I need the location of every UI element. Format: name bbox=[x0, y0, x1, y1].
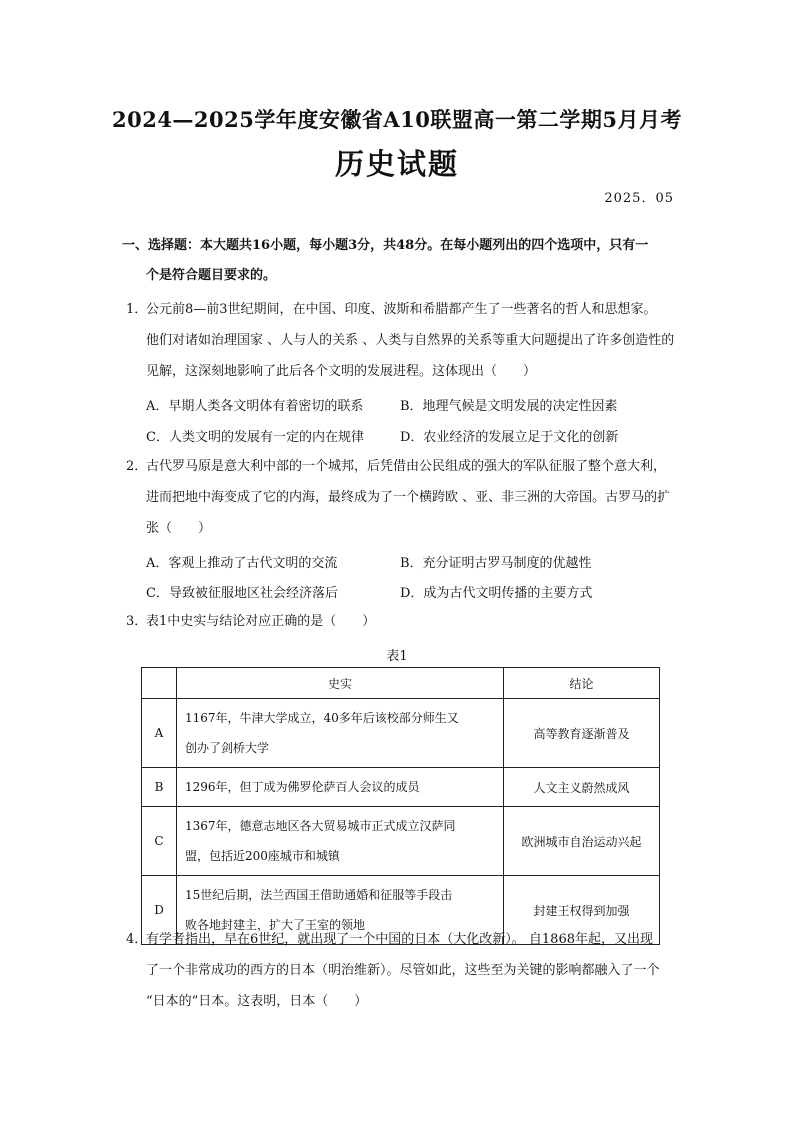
row-fact-line: 败各地封建主，扩大了王室的领地 bbox=[185, 918, 366, 932]
question-3 bbox=[126, 606, 686, 637]
question-number: 4． bbox=[126, 932, 148, 947]
option-d[interactable]: D．成为古代文明传播的主要方式 bbox=[400, 586, 593, 601]
row-fact bbox=[177, 768, 504, 807]
row-fact-line: 盟，包括近200座城市和城镇 bbox=[185, 849, 340, 863]
table-header-row bbox=[142, 668, 660, 699]
row-conclusion: 封建王权得到加强 bbox=[504, 876, 660, 945]
row-fact-line: 创办了剑桥大学 bbox=[185, 741, 270, 755]
question-text-line: 公元前8—前3世纪期间，在中国、印度、波斯和希腊都产生了一些著名的哲人和思想家。 bbox=[146, 302, 657, 317]
table-header-fact: 史实 bbox=[177, 668, 504, 699]
row-fact bbox=[177, 807, 504, 876]
subject-title: 历史试题 bbox=[334, 147, 459, 181]
question-4 bbox=[126, 924, 686, 1017]
row-key: B bbox=[142, 768, 177, 807]
option-c[interactable]: C．导致被征服地区社会经济落后 bbox=[146, 586, 338, 601]
row-key: C bbox=[142, 807, 177, 876]
question-number: 1． bbox=[126, 302, 148, 317]
table-header-blank bbox=[142, 668, 177, 699]
row-conclusion: 高等教育逐渐普及 bbox=[504, 699, 660, 768]
row-fact-line: 1167年，牛津大学成立，40多年后该校部分师生又 bbox=[185, 711, 459, 725]
row-conclusion: 人文主义蔚然成风 bbox=[504, 768, 660, 807]
option-a[interactable]: A．早期人类各文明体有着密切的联系 bbox=[146, 399, 364, 414]
row-key: D bbox=[142, 876, 177, 945]
table-header-conclusion: 结论 bbox=[504, 668, 660, 699]
option-b[interactable]: B．充分证明古罗马制度的优越性 bbox=[400, 556, 592, 571]
exam-date: 2025．05 bbox=[604, 191, 674, 206]
question-text-line: 了一个非常成功的西方的日本（明治维新）。尽管如此，这些至为关键的影响都融入了一个 bbox=[146, 963, 660, 978]
question-text-line: 见解，这深刻地影响了此后各个文明的发展进程。这体现出（ ） bbox=[146, 364, 537, 379]
option-d[interactable]: D．农业经济的发展立足于文化的创新 bbox=[400, 430, 619, 445]
question-1 bbox=[126, 294, 686, 387]
question-text-line: 有学者指出，早在6世纪，就出现了一个中国的日本（大化改新）。 自1868年起，又出现 bbox=[146, 932, 653, 947]
table-row bbox=[142, 699, 660, 768]
option-c[interactable]: C．人类文明的发展有一定的内在规律 bbox=[146, 430, 364, 445]
question-text-line: 表1中史实与结论对应正确的是（ ） bbox=[146, 614, 376, 629]
option-b[interactable]: B．地理气候是文明发展的决定性因素 bbox=[400, 399, 618, 414]
question-text-line: “日本的”日本。这表明，日本（ ） bbox=[146, 994, 368, 1009]
question-number: 2． bbox=[126, 459, 148, 474]
question-text-line: 古代罗马原是意大利中部的一个城邦，后凭借由公民组成的强大的军队征服了整个意大利， bbox=[146, 459, 667, 474]
row-fact-line: 1296年，但丁成为佛罗伦萨百人会议的成员 bbox=[185, 780, 420, 794]
question-number: 3． bbox=[126, 614, 148, 629]
exam-title: 2024—2025学年度安徽省A10联盟高一第二学期5月月考 bbox=[111, 107, 683, 132]
row-conclusion: 欧洲城市自治运动兴起 bbox=[504, 807, 660, 876]
table-caption: 表1 bbox=[386, 649, 408, 664]
table-row bbox=[142, 768, 660, 807]
question-text-line: 进而把地中海变成了它的内海，最终成为了一个横跨欧 、亚、非三洲的大帝国。古罗马的扩 bbox=[146, 490, 671, 505]
table-row bbox=[142, 807, 660, 876]
history-table bbox=[141, 667, 660, 945]
row-key: A bbox=[142, 699, 177, 768]
row-fact-line: 15世纪后期，法兰西国王借助通婚和征服等手段击 bbox=[185, 888, 453, 902]
row-fact bbox=[177, 699, 504, 768]
section-instructions bbox=[122, 231, 682, 291]
section-line-1: 一、选择题：本大题共16小题，每小题3分，共48分。在每小题列出的四个选项中，只有一 bbox=[122, 238, 649, 253]
section-line-2: 个是符合题目要求的。 bbox=[146, 268, 277, 283]
question-2 bbox=[126, 451, 686, 544]
row-fact-line: 1367年，德意志地区各大贸易城市正式成立汉萨同 bbox=[185, 819, 456, 833]
option-a[interactable]: A．客观上推动了古代文明的交流 bbox=[146, 556, 338, 571]
question-text-line: 他们对诸如治理国家 、人与人的关系 、人类与自然界的关系等重大问题提出了许多创造性的 bbox=[146, 333, 675, 348]
question-text-line: 张（ ） bbox=[146, 521, 212, 536]
